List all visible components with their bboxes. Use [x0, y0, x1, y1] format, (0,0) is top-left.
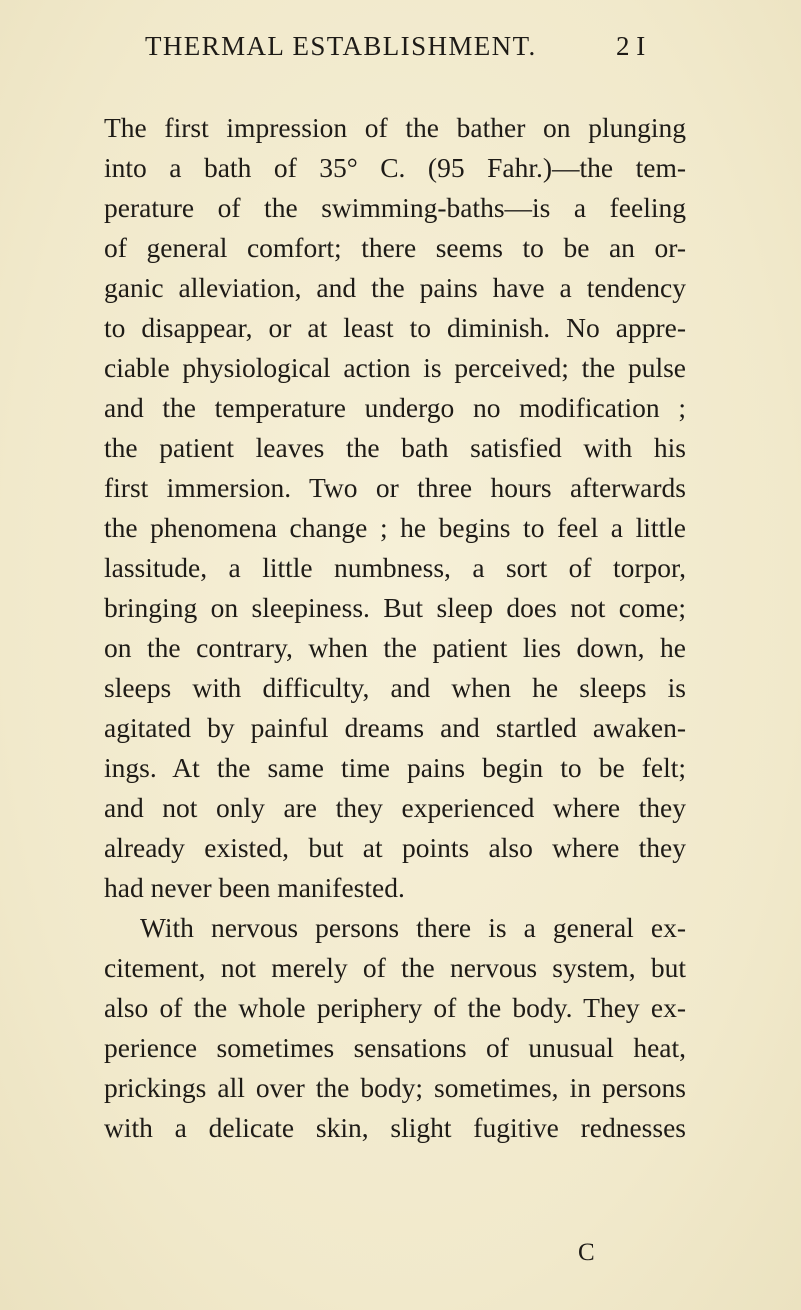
- text-line: had never been manifested.: [104, 872, 405, 903]
- text-line: citement, not merely of the nervous system, but: [104, 952, 686, 983]
- text-line: sleeps with difficulty, and when he sleeps is: [104, 672, 686, 703]
- text-line: perience sometimes sensations of unusual heat,: [104, 1032, 686, 1063]
- text-line: ganic alleviation, and the pains have a tendency: [104, 272, 686, 303]
- text-line: already existed, but at points also where they: [104, 832, 686, 863]
- text-line: ings. At the same time pains begin to be felt;: [104, 752, 686, 783]
- text-line: on the contrary, when the patient lies down, he: [104, 632, 686, 663]
- text-line: into a bath of 35° C. (95 Fahr.)—the tem-: [104, 152, 686, 183]
- text-line: ciable physiological action is perceived; the pulse: [104, 352, 686, 383]
- text-line: the phenomena change ; he begins to feel a little: [104, 512, 686, 543]
- text-line: The first impression of the bather on plunging: [104, 112, 686, 143]
- text-line: also of the whole periphery of the body. They ex-: [104, 992, 686, 1023]
- text-line: lassitude, a little numbness, a sort of torpor,: [104, 552, 686, 583]
- text-line: and not only are they experienced where they: [104, 792, 686, 823]
- text-line: the patient leaves the bath satisfied with his: [104, 432, 686, 463]
- text-line: and the temperature undergo no modification ;: [104, 392, 686, 423]
- text-line: to disappear, or at least to diminish. No appre-: [104, 312, 686, 343]
- signature-mark: C: [578, 1239, 595, 1266]
- running-title: THERMAL ESTABLISHMENT.: [145, 31, 537, 61]
- text-line: with a delicate skin, slight fugitive rednesses: [104, 1112, 686, 1143]
- text-line: of general comfort; there seems to be an or-: [104, 232, 686, 263]
- page-number: 2 I: [616, 31, 646, 61]
- text-line: perature of the swimming-baths—is a feeling: [104, 192, 686, 223]
- text-line: prickings all over the body; sometimes, in persons: [104, 1072, 686, 1103]
- text-line: bringing on sleepiness. But sleep does not come;: [104, 592, 686, 623]
- text-line: agitated by painful dreams and startled awaken-: [104, 712, 686, 743]
- text-line: With nervous persons there is a general ex-: [140, 912, 686, 943]
- text-line: first immersion. Two or three hours afterwards: [104, 472, 686, 503]
